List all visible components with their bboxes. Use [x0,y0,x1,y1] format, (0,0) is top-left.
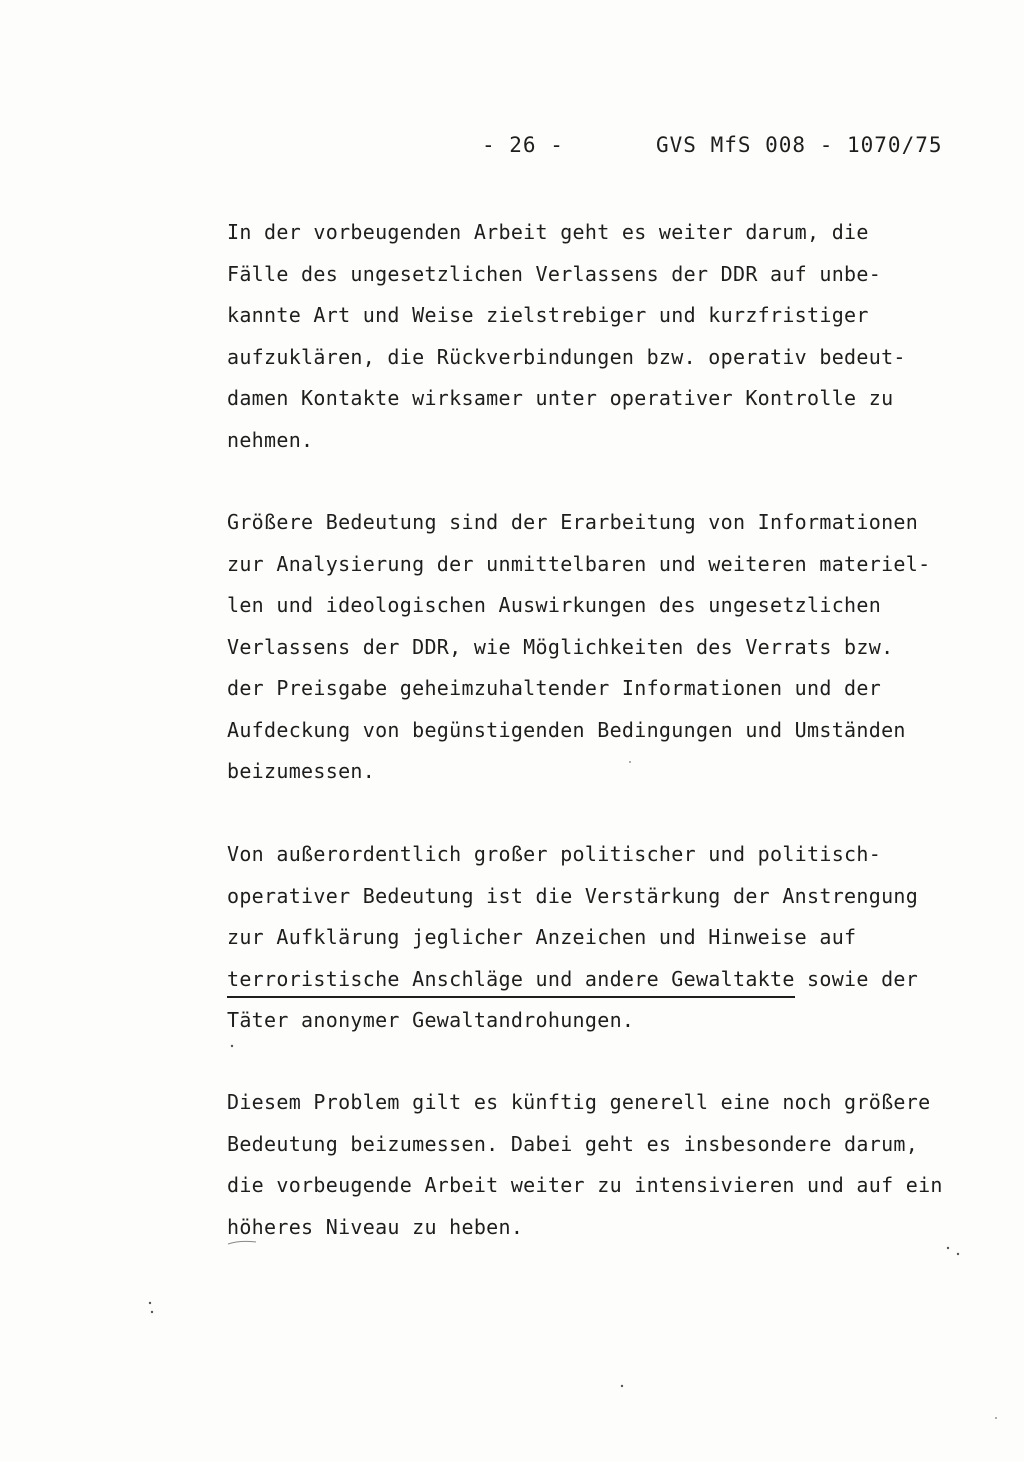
text-line: aufzuklären, die Rückverbindungen bzw. operativ bedeut- [227,344,906,369]
text-line: Diesem Problem gilt es künftig generell eine noch größere [227,1090,931,1114]
page-number: - 26 - [482,133,564,157]
text-segment: sowie der [794,966,919,991]
text-line: Aufdeckung von begünstigenden Bedingungen und Umständen [227,717,906,742]
text-line: operativer Bedeutung ist die Verstärkung der Anstrengung [227,883,919,908]
text-line: Größere Bedeutung sind der Erarbeitung von Informationen [227,510,919,534]
text-line: zur Analysierung der unmittelbaren und weiteren materiel- [227,551,931,576]
text-line: In der vorbeugenden Arbeit geht es weiter darum, die [227,220,869,244]
text-line: Täter anonymer Gewaltandrohungen. [227,1008,635,1032]
text-line: Verlassens der DDR, wie Möglichkeiten des Verrats bzw. [227,634,894,659]
text-line: höheres Niveau zu heben. [227,1214,524,1239]
text-line: kannte Art und Weise zielstrebiger und kurzfristiger [227,303,869,327]
text-line: Von außerordentlich großer politischer und politisch- [227,842,882,866]
text-line: nehmen. [227,427,314,452]
text-line: len und ideologischen Auswirkungen des ungesetzlichen [227,593,882,617]
text-line: damen Kontakte wirksamer unter operativer Kontrolle zu [227,386,894,410]
text-line: Bedeutung beizumessen. Dabei geht es insbesondere darum, [227,1131,919,1156]
text-line: Fälle des ungesetzlichen Verlassens der DDR auf unbe- [227,261,882,286]
text-line: die vorbeugende Arbeit weiter zu intensivieren und auf ein [227,1173,943,1197]
document-reference: GVS MfS 008 - 1070/75 [656,133,943,157]
text-line: beizumessen. [227,759,376,783]
text-line: zur Aufklärung jeglicher Anzeichen und Hinweise auf [227,925,857,949]
text-line: der Preisgabe geheimzuhaltender Informationen und der [227,676,882,700]
underlined-phrase: terroristische Anschläge und andere Gewaltakte [227,963,795,998]
